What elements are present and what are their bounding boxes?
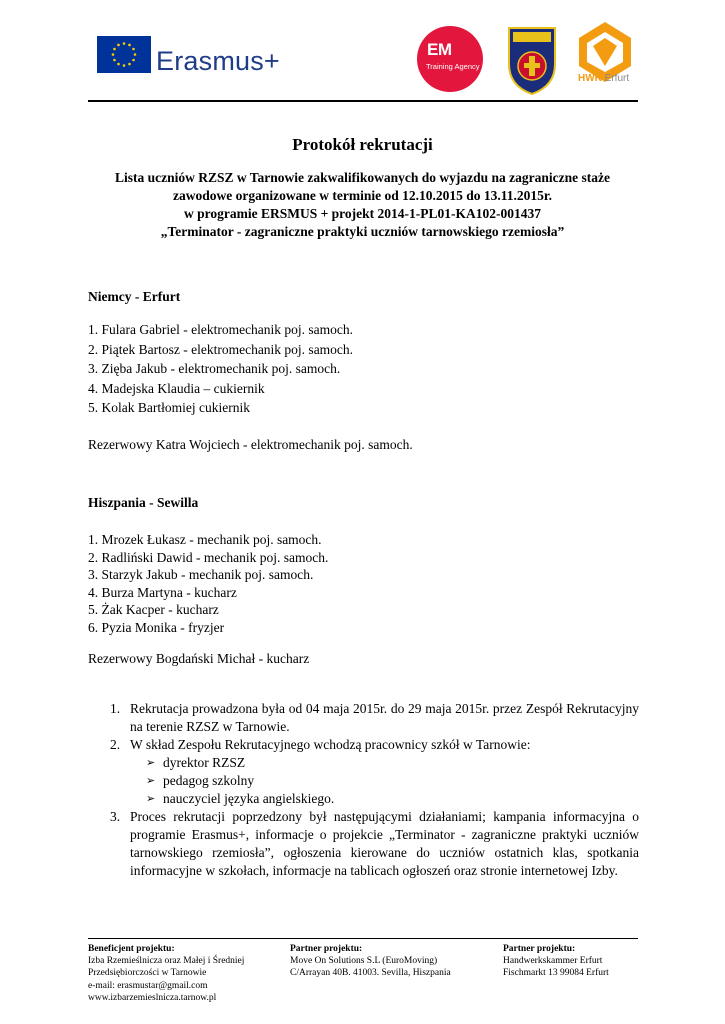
hwk-label-bold: HWK bbox=[578, 73, 602, 84]
izba-crest-icon bbox=[505, 24, 559, 96]
eu-flag-icon bbox=[97, 36, 151, 73]
footer-line: Fischmarkt 13 99084 Erfurt bbox=[503, 968, 609, 979]
arrow-bullet-icon: ➢ bbox=[146, 792, 156, 805]
document-title: Protokół rekrutacji bbox=[292, 135, 433, 154]
list-item: 2. Piątek Bartosz - elektromechanik poj. samoch. bbox=[88, 341, 354, 357]
list-item: 6. Pyzia Monika - fryzjer bbox=[88, 619, 225, 635]
em-training-agency-logo bbox=[417, 26, 483, 92]
eu-star-icon bbox=[123, 42, 126, 45]
germany-reserve: Rezerwowy Katra Wojciech - elektromechanik poj. samoch. bbox=[88, 437, 413, 452]
document-subtitle bbox=[60, 169, 665, 241]
note-number: 2. bbox=[110, 737, 121, 752]
note-text: Rekrutacja prowadzona była od 04 maja 2015r. do 29 maja 2015r. przez Zespół Rekrutacyjny na terenie RZSZ w Tarnowie. bbox=[130, 701, 639, 734]
footer-partner-germany bbox=[503, 943, 609, 980]
erasmus-plus-logo-text: Erasmus+ bbox=[156, 46, 280, 76]
footer-line: Handwerkskammer Erfurt bbox=[503, 956, 603, 967]
spain-list bbox=[88, 531, 328, 636]
bullet-text: pedagog szkolny bbox=[163, 773, 255, 788]
note-item bbox=[88, 700, 639, 736]
list-item: 3. Zięba Jakub - elektromechanik poj. samoch. bbox=[88, 361, 341, 376]
list-item: 1. Fulara Gabriel - elektromechanik poj. samoch. bbox=[88, 322, 354, 337]
bullet-text: dyrektor RZSZ bbox=[163, 755, 246, 770]
hwk-erfurt-label bbox=[578, 73, 629, 84]
footer-beneficiary bbox=[88, 943, 244, 1004]
list-item: 5. Kolak Bartłomiej cukiernik bbox=[88, 400, 250, 415]
section-heading-spain: Hiszpania - Sewilla bbox=[88, 495, 199, 510]
footer-line: C/Arrayan 40B. 41003. Sevilla, Hiszpania bbox=[290, 968, 451, 979]
list-item: 4. Madejska Klaudia – cukiernik bbox=[88, 380, 265, 396]
section-heading-germany: Niemcy - Erfurt bbox=[88, 289, 181, 304]
eu-star-icon bbox=[117, 44, 120, 47]
eu-star-icon bbox=[132, 59, 135, 62]
footer-heading: Beneficjent projektu: bbox=[88, 944, 175, 954]
footer-line: Izba Rzemieślnicza oraz Małej i Średniej bbox=[88, 956, 245, 967]
arrow-bullet-icon: ➢ bbox=[146, 756, 156, 769]
list-item: 3. Starzyk Jakub - mechanik poj. samoch. bbox=[88, 567, 314, 582]
note-text: W skład Zespołu Rekrutacyjnego wchodzą pracownicy szkół w Tarnowie: bbox=[130, 737, 531, 752]
eu-star-icon bbox=[117, 63, 120, 66]
subtitle-line: zawodowe organizowane w terminie od 12.10.2015 do 13.11.2015r. bbox=[173, 188, 552, 203]
footer-heading: Partner projektu: bbox=[503, 944, 576, 954]
eu-star-icon bbox=[134, 53, 137, 56]
hwk-label-light: Erfurt bbox=[604, 73, 630, 84]
footer-partner-spain bbox=[290, 943, 451, 980]
footer-heading: Partner projektu: bbox=[290, 944, 363, 954]
list-item: 4. Burza Martyna - kucharz bbox=[88, 584, 237, 600]
subtitle-line: „Terminator - zagraniczne praktyki uczniów tarnowskiego rzemiosła” bbox=[160, 224, 565, 239]
bullet-item bbox=[146, 790, 639, 808]
spain-reserve: Rezerwowy Bogdański Michał - kucharz bbox=[88, 651, 310, 666]
footer-line: Move On Solutions S.L (EuroMoving) bbox=[290, 956, 438, 967]
list-item: 1. Mrozek Łukasz - mechanik poj. samoch. bbox=[88, 532, 322, 547]
subtitle-line: w programie ERSMUS + projekt 2014-1-PL01-KA102-001437 bbox=[183, 206, 542, 221]
list-item: 5. Żak Kacper - kucharz bbox=[88, 602, 219, 617]
list-item: 2. Radliński Dawid - mechanik poj. samoch. bbox=[88, 549, 329, 565]
eu-star-icon bbox=[112, 53, 115, 56]
arrow-bullet-icon: ➢ bbox=[146, 774, 156, 787]
footer-email: e-mail: erasmustar@gmail.com bbox=[88, 980, 208, 991]
germany-list bbox=[88, 320, 353, 418]
note-number: 3. bbox=[110, 809, 121, 824]
em-logo-initials: EM bbox=[427, 40, 452, 59]
note-text: Proces rekrutacji poprzedzony był następującymi działaniami; kampania informacyjna o programie Erasmus+, informacje o projekcie „Terminator - zagraniczne praktyki uczniów tarnowskiego rzemiosła”, ogłoszenia kierowane do uczniów ostatnich klas, spotkania informacyjne w szkołach, informacje na tablicach ogłoszeń oraz stronie internetowej Izby. bbox=[130, 809, 639, 878]
footer-line: Przedsiębiorczości w Tarnowie bbox=[88, 968, 207, 979]
footer-divider bbox=[88, 938, 638, 939]
eu-star-icon bbox=[132, 48, 135, 51]
eu-stars-icon bbox=[97, 36, 151, 73]
eu-star-icon bbox=[128, 44, 131, 47]
logo-header bbox=[0, 0, 725, 100]
subtitle-line: Lista uczniów RZSZ w Tarnowie zakwalifikowanych do wyjazdu na zagraniczne staże bbox=[114, 170, 611, 185]
team-members-list bbox=[130, 754, 639, 808]
header-divider bbox=[88, 100, 638, 102]
eu-star-icon bbox=[113, 59, 116, 62]
eu-star-icon bbox=[128, 63, 131, 66]
em-logo-subtitle: Training Agency bbox=[426, 62, 480, 71]
note-number: 1. bbox=[110, 701, 121, 716]
bullet-text: nauczyciel języka angielskiego. bbox=[163, 791, 335, 806]
recruitment-notes bbox=[88, 700, 639, 880]
bullet-item bbox=[146, 772, 639, 790]
eu-star-icon bbox=[123, 64, 126, 67]
note-item bbox=[88, 808, 639, 880]
note-item bbox=[88, 736, 639, 808]
eu-star-icon bbox=[113, 48, 116, 51]
bullet-item bbox=[146, 754, 639, 772]
footer-website: www.izbarzemieslnicza.tarnow.pl bbox=[88, 992, 217, 1003]
